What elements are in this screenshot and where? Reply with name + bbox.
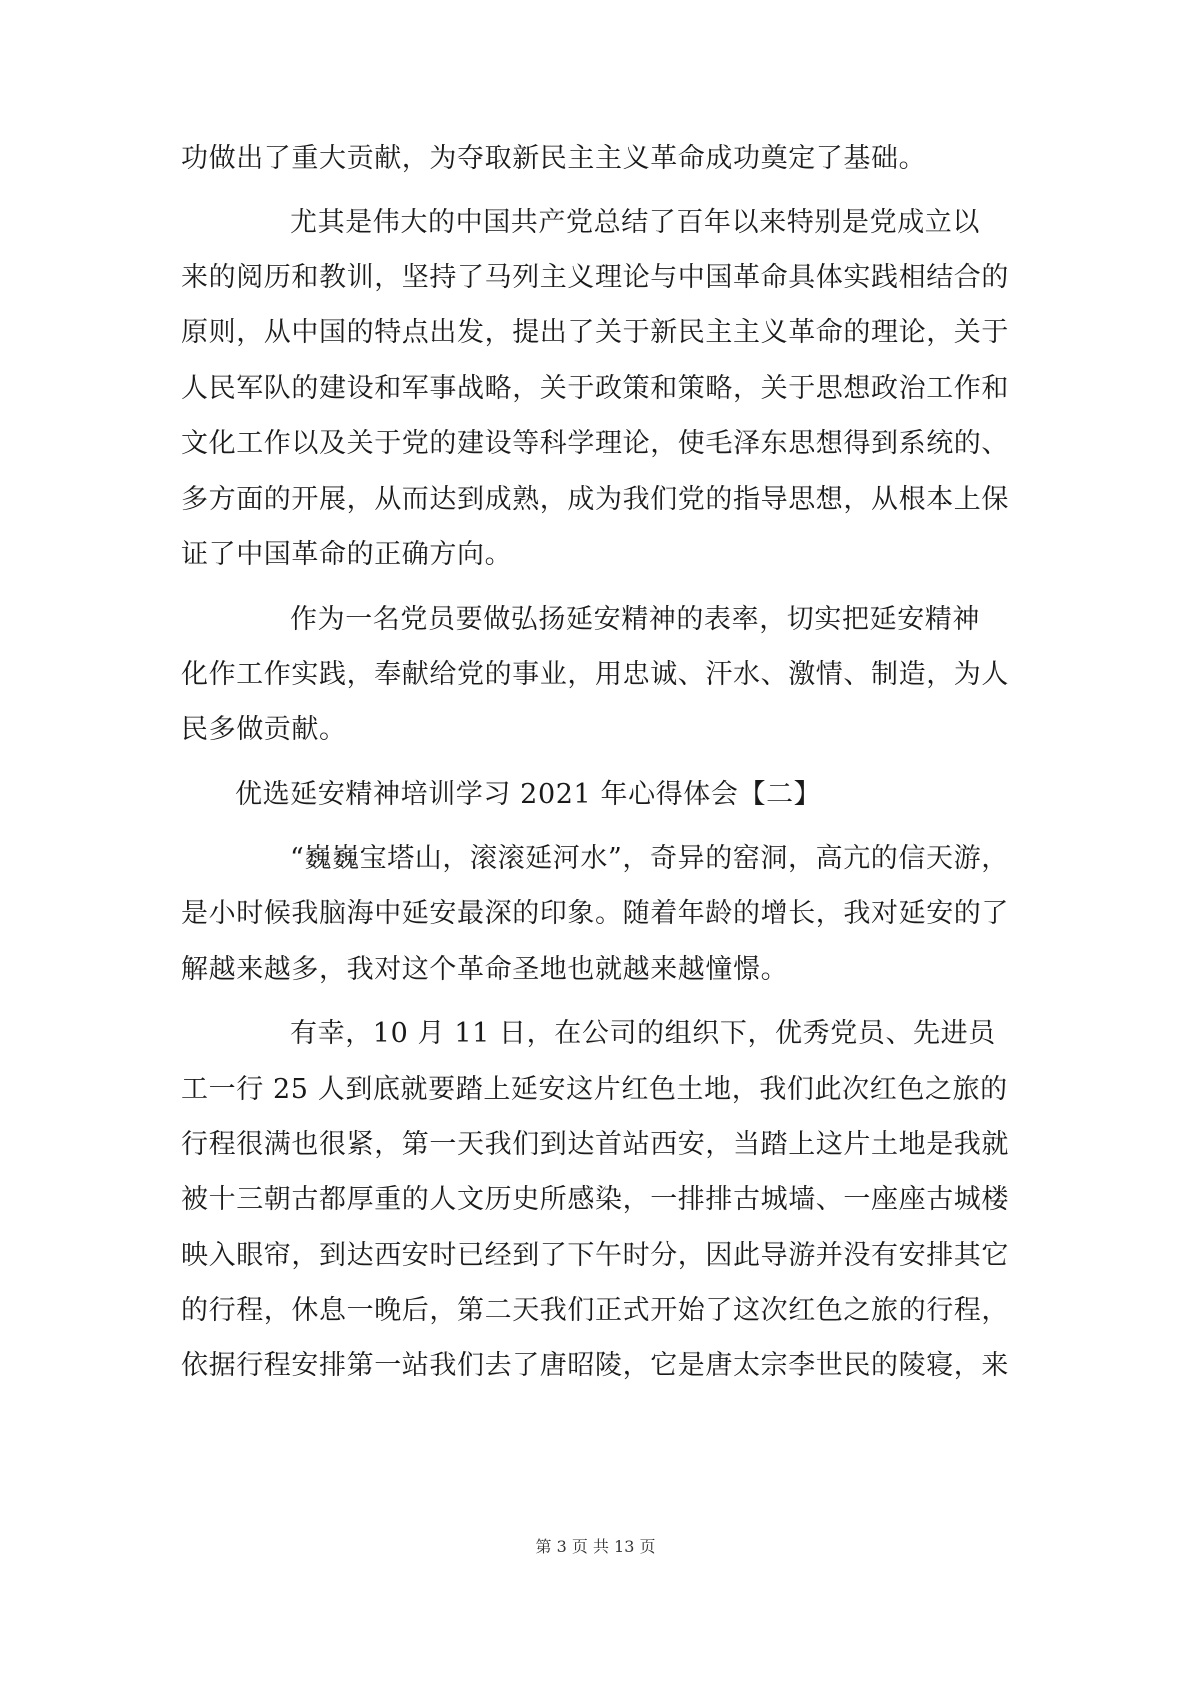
paragraph-first-line: 尤其是伟大的中国共产党总结了百年以来特别是党成立以 — [290, 207, 980, 238]
text-line: 解越来越多，我对这个革命圣地也就越来越憧憬。 — [181, 954, 789, 985]
text-line: 依据行程安排第一站我们去了唐昭陵，它是唐太宗李世民的陵寝，来 — [181, 1350, 1009, 1381]
section-heading: 优选延安精神培训学习 2021 年心得体会【二】 — [235, 779, 822, 810]
text-line: 功做出了重大贡献，为夺取新民主主义革命成功奠定了基础。 — [181, 143, 927, 174]
text-line: 原则，从中国的特点出发，提出了关于新民主主义革命的理论，关于 — [181, 317, 1009, 348]
text-line: 行程很满也很紧，第一天我们到达首站西安，当踏上这片土地是我就 — [181, 1129, 1009, 1160]
text-line: 映入眼帘，到达西安时已经到了下午时分，因此导游并没有安排其它 — [181, 1240, 1009, 1271]
text-line: 民多做贡献。 — [181, 714, 347, 745]
page-number-footer: 第 3 页 共 13 页 — [535, 1537, 656, 1556]
text-line: 被十三朝古都厚重的人文历史所感染，一排排古城墙、一座座古城楼 — [181, 1184, 1009, 1215]
text-line: 化作工作实践，奉献给党的事业，用忠诚、汗水、激情、制造，为人 — [181, 659, 1009, 690]
paragraph-first-line: 有幸，10 月 11 日，在公司的组织下，优秀党员、先进员 — [290, 1018, 996, 1049]
text-line: 是小时候我脑海中延安最深的印象。随着年龄的增长，我对延安的了 — [181, 898, 1009, 929]
text-line: 工一行 25 人到底就要踏上延安这片红色土地，我们此次红色之旅的 — [181, 1074, 1008, 1105]
text-line: 人民军队的建设和军事战略，关于政策和策略，关于思想政治工作和 — [181, 373, 1009, 404]
text-line: 来的阅历和教训，坚持了马列主义理论与中国革命具体实践相结合的 — [181, 262, 1009, 293]
text-line: 文化工作以及关于党的建设等科学理论，使毛泽东思想得到系统的、 — [181, 428, 1009, 459]
text-line: 多方面的开展，从而达到成熟，成为我们党的指导思想，从根本上保 — [181, 484, 1009, 515]
text-line: 的行程，休息一晚后，第二天我们正式开始了这次红色之旅的行程， — [181, 1295, 1009, 1326]
text-line: 证了中国革命的正确方向。 — [181, 539, 513, 570]
paragraph-first-line: 作为一名党员要做弘扬延安精神的表率，切实把延安精神 — [290, 604, 980, 635]
paragraph-first-line: “巍巍宝塔山，滚滚延河水”，奇异的窑洞，高亢的信天游， — [290, 843, 1009, 874]
